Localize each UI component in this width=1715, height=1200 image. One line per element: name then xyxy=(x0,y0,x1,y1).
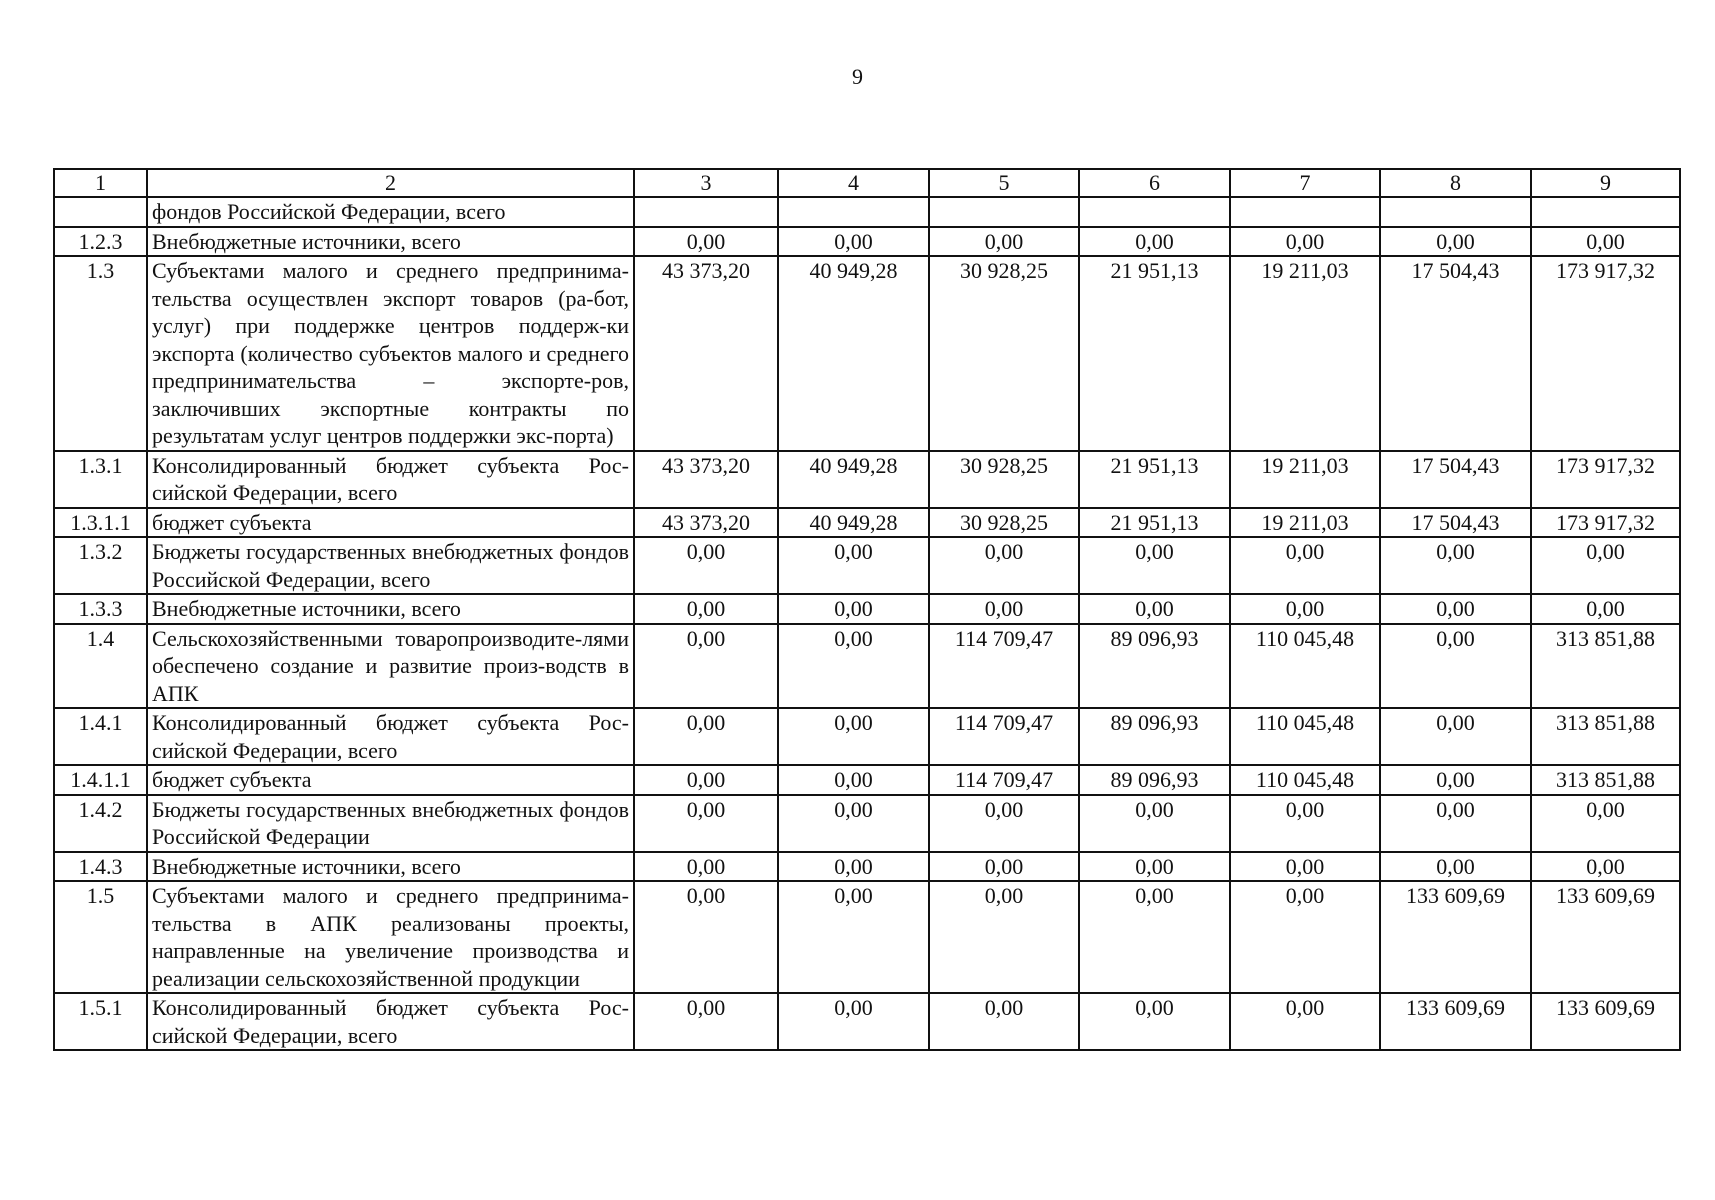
table-row xyxy=(54,451,1680,508)
table-body xyxy=(54,169,1680,1050)
row-description: Внебюджетные источники, всего xyxy=(147,852,634,882)
value-cell: 17 504,43 xyxy=(1380,508,1531,538)
value-cell: 0,00 xyxy=(1230,881,1380,993)
value-cell: 43 373,20 xyxy=(634,256,778,451)
value-cell: 173 917,32 xyxy=(1531,256,1680,451)
value-cell: 0,00 xyxy=(1230,795,1380,852)
value-cell: 89 096,93 xyxy=(1079,708,1230,765)
value-cell: 133 609,69 xyxy=(1531,881,1680,993)
value-cell: 133 609,69 xyxy=(1531,993,1680,1050)
value-cell: 43 373,20 xyxy=(634,451,778,508)
value-cell: 0,00 xyxy=(1230,537,1380,594)
value-cell: 17 504,43 xyxy=(1380,256,1531,451)
value-cell: 133 609,69 xyxy=(1380,993,1531,1050)
value-cell: 0,00 xyxy=(1079,881,1230,993)
table-row xyxy=(54,795,1680,852)
value-cell: 0,00 xyxy=(778,227,929,257)
row-description: Консолидированный бюджет субъекта Рос-сийской Федерации, всего xyxy=(147,451,634,508)
header-cell: 4 xyxy=(778,169,929,197)
row-number: 1.3 xyxy=(54,256,147,451)
value-cell: 89 096,93 xyxy=(1079,765,1230,795)
row-description: Внебюджетные источники, всего xyxy=(147,594,634,624)
table-row xyxy=(54,197,1680,227)
header-cell: 5 xyxy=(929,169,1079,197)
value-cell: 0,00 xyxy=(1380,594,1531,624)
value-cell: 0,00 xyxy=(1230,594,1380,624)
value-cell xyxy=(1230,197,1380,227)
value-cell xyxy=(778,197,929,227)
row-number: 1.3.1.1 xyxy=(54,508,147,538)
value-cell: 110 045,48 xyxy=(1230,708,1380,765)
value-cell: 0,00 xyxy=(1380,765,1531,795)
value-cell: 30 928,25 xyxy=(929,256,1079,451)
value-cell: 40 949,28 xyxy=(778,451,929,508)
header-cell: 2 xyxy=(147,169,634,197)
value-cell: 0,00 xyxy=(1531,852,1680,882)
row-number: 1.5 xyxy=(54,881,147,993)
value-cell: 0,00 xyxy=(1380,795,1531,852)
budget-table xyxy=(53,168,1681,1051)
row-description: Внебюджетные источники, всего xyxy=(147,227,634,257)
value-cell: 0,00 xyxy=(1380,227,1531,257)
value-cell: 19 211,03 xyxy=(1230,508,1380,538)
value-cell: 0,00 xyxy=(1380,624,1531,709)
row-number: 1.4.3 xyxy=(54,852,147,882)
value-cell: 133 609,69 xyxy=(1380,881,1531,993)
value-cell: 313 851,88 xyxy=(1531,708,1680,765)
value-cell: 0,00 xyxy=(634,537,778,594)
value-cell: 0,00 xyxy=(1531,795,1680,852)
row-description: фондов Российской Федерации, всего xyxy=(147,197,634,227)
value-cell xyxy=(634,197,778,227)
header-cell: 1 xyxy=(54,169,147,197)
value-cell: 0,00 xyxy=(778,624,929,709)
value-cell: 40 949,28 xyxy=(778,256,929,451)
value-cell: 0,00 xyxy=(1079,795,1230,852)
value-cell: 21 951,13 xyxy=(1079,256,1230,451)
value-cell: 0,00 xyxy=(634,765,778,795)
value-cell: 0,00 xyxy=(1079,852,1230,882)
row-description: Бюджеты государственных внебюджетных фондов Российской Федерации, всего xyxy=(147,537,634,594)
row-number: 1.4 xyxy=(54,624,147,709)
value-cell: 313 851,88 xyxy=(1531,765,1680,795)
row-number: 1.3.1 xyxy=(54,451,147,508)
value-cell: 0,00 xyxy=(929,881,1079,993)
header-cell: 6 xyxy=(1079,169,1230,197)
row-number xyxy=(54,197,147,227)
value-cell: 0,00 xyxy=(929,795,1079,852)
value-cell: 0,00 xyxy=(634,852,778,882)
value-cell: 114 709,47 xyxy=(929,765,1079,795)
table-row xyxy=(54,881,1680,993)
value-cell xyxy=(1531,197,1680,227)
row-number: 1.2.3 xyxy=(54,227,147,257)
value-cell xyxy=(1380,197,1531,227)
value-cell: 173 917,32 xyxy=(1531,508,1680,538)
value-cell: 30 928,25 xyxy=(929,451,1079,508)
value-cell: 0,00 xyxy=(778,993,929,1050)
value-cell: 0,00 xyxy=(1079,227,1230,257)
value-cell: 0,00 xyxy=(1230,852,1380,882)
value-cell: 0,00 xyxy=(778,795,929,852)
value-cell: 0,00 xyxy=(778,708,929,765)
value-cell: 0,00 xyxy=(929,227,1079,257)
value-cell: 21 951,13 xyxy=(1079,508,1230,538)
table-row xyxy=(54,624,1680,709)
value-cell: 0,00 xyxy=(778,765,929,795)
value-cell: 19 211,03 xyxy=(1230,256,1380,451)
value-cell: 0,00 xyxy=(778,881,929,993)
value-cell: 110 045,48 xyxy=(1230,624,1380,709)
table-row xyxy=(54,537,1680,594)
row-number: 1.3.2 xyxy=(54,537,147,594)
value-cell: 0,00 xyxy=(634,881,778,993)
value-cell: 0,00 xyxy=(778,594,929,624)
table-row xyxy=(54,594,1680,624)
value-cell: 0,00 xyxy=(634,993,778,1050)
header-cell: 9 xyxy=(1531,169,1680,197)
page-number: 9 xyxy=(852,64,863,89)
value-cell: 0,00 xyxy=(1079,594,1230,624)
row-number: 1.4.1.1 xyxy=(54,765,147,795)
row-number: 1.5.1 xyxy=(54,993,147,1050)
value-cell: 0,00 xyxy=(1380,537,1531,594)
value-cell: 114 709,47 xyxy=(929,624,1079,709)
value-cell: 0,00 xyxy=(634,795,778,852)
row-description: бюджет субъекта xyxy=(147,508,634,538)
table-row xyxy=(54,852,1680,882)
row-description: Субъектами малого и среднего предпринима-тельства осуществлен экспорт товаров (ра-бот, услуг) при поддержке центров поддерж-ки экспорта (количество субъектов малого и среднего предпринимательства – экспорте-ров, заключивших экспортные контракты по результатам услуг центров поддержки экс-порта) xyxy=(147,256,634,451)
value-cell: 0,00 xyxy=(1230,227,1380,257)
row-description: Сельскохозяйственными товаропроизводите-лями обеспечено создание и развитие произ-водств в АПК xyxy=(147,624,634,709)
value-cell xyxy=(1079,197,1230,227)
value-cell: 43 373,20 xyxy=(634,508,778,538)
value-cell: 0,00 xyxy=(929,993,1079,1050)
value-cell: 0,00 xyxy=(634,708,778,765)
row-description: Консолидированный бюджет субъекта Рос-сийской Федерации, всего xyxy=(147,708,634,765)
value-cell: 0,00 xyxy=(634,624,778,709)
row-number: 1.4.2 xyxy=(54,795,147,852)
value-cell: 0,00 xyxy=(929,537,1079,594)
value-cell: 0,00 xyxy=(1079,993,1230,1050)
value-cell: 0,00 xyxy=(1531,227,1680,257)
value-cell: 313 851,88 xyxy=(1531,624,1680,709)
value-cell: 173 917,32 xyxy=(1531,451,1680,508)
value-cell: 0,00 xyxy=(929,594,1079,624)
value-cell: 0,00 xyxy=(1230,993,1380,1050)
table-row xyxy=(54,227,1680,257)
table-row xyxy=(54,765,1680,795)
header-row xyxy=(54,169,1680,197)
header-cell: 8 xyxy=(1380,169,1531,197)
value-cell: 0,00 xyxy=(929,852,1079,882)
value-cell: 110 045,48 xyxy=(1230,765,1380,795)
value-cell: 0,00 xyxy=(1380,852,1531,882)
value-cell: 0,00 xyxy=(634,594,778,624)
value-cell: 0,00 xyxy=(778,537,929,594)
row-description: бюджет субъекта xyxy=(147,765,634,795)
value-cell: 0,00 xyxy=(1079,537,1230,594)
value-cell: 0,00 xyxy=(1380,708,1531,765)
table-row xyxy=(54,256,1680,451)
value-cell: 17 504,43 xyxy=(1380,451,1531,508)
value-cell: 30 928,25 xyxy=(929,508,1079,538)
row-description: Бюджеты государственных внебюджетных фондов Российской Федерации xyxy=(147,795,634,852)
value-cell: 0,00 xyxy=(634,227,778,257)
table-row xyxy=(54,993,1680,1050)
header-cell: 3 xyxy=(634,169,778,197)
value-cell: 40 949,28 xyxy=(778,508,929,538)
header-cell: 7 xyxy=(1230,169,1380,197)
value-cell: 19 211,03 xyxy=(1230,451,1380,508)
value-cell: 0,00 xyxy=(1531,537,1680,594)
value-cell: 114 709,47 xyxy=(929,708,1079,765)
row-description: Субъектами малого и среднего предпринима-тельства в АПК реализованы проекты, направленные на увеличение производства и реализации сельскохозяйственной продукции xyxy=(147,881,634,993)
row-description: Консолидированный бюджет субъекта Рос-сийской Федерации, всего xyxy=(147,993,634,1050)
table-row xyxy=(54,508,1680,538)
table-row xyxy=(54,708,1680,765)
row-number: 1.3.3 xyxy=(54,594,147,624)
value-cell xyxy=(929,197,1079,227)
value-cell: 89 096,93 xyxy=(1079,624,1230,709)
value-cell: 0,00 xyxy=(778,852,929,882)
row-number: 1.4.1 xyxy=(54,708,147,765)
value-cell: 21 951,13 xyxy=(1079,451,1230,508)
value-cell: 0,00 xyxy=(1531,594,1680,624)
